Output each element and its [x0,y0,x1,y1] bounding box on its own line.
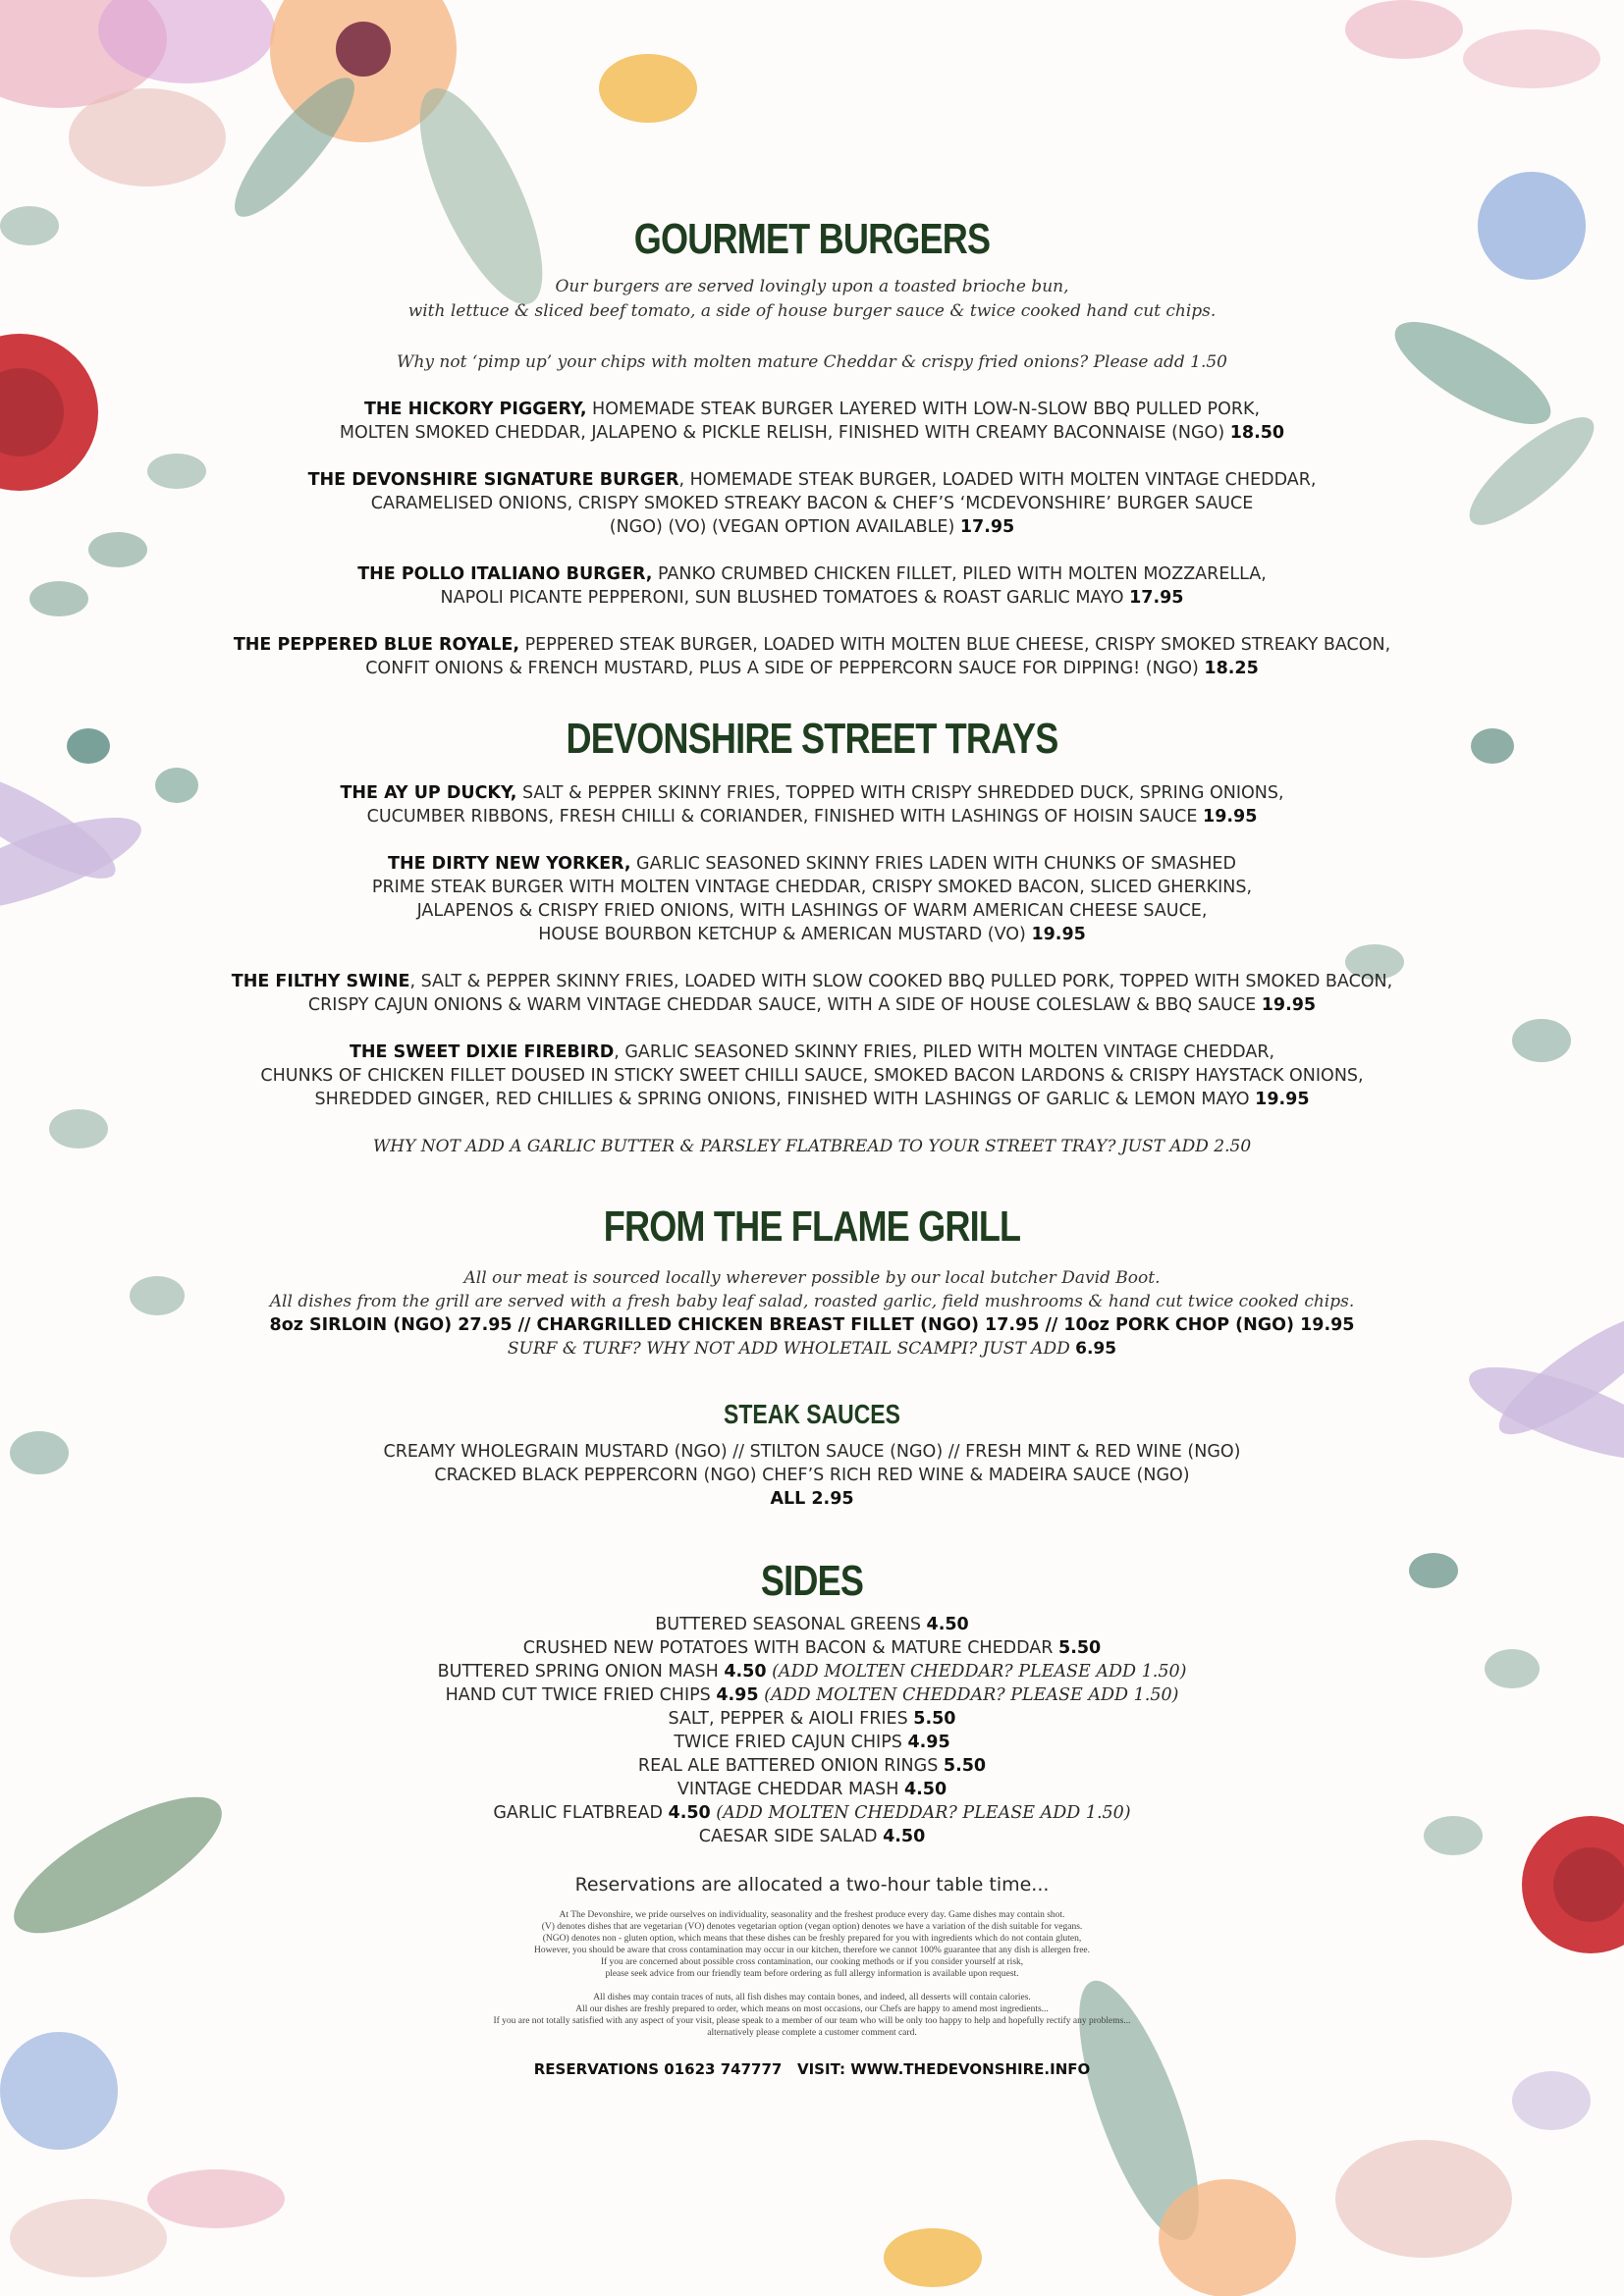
side-item: CRUSHED NEW POTATOES WITH BACON & MATURE CHEDDAR 5.50 [522,1638,1102,1659]
side-item: HAND CUT TWICE FRIED CHIPS 4.95 (ADD MOLTEN CHEDDAR? PLEASE ADD 1.50) [445,1685,1179,1706]
section-title-sauces: STEAK SAUCES [724,1399,900,1430]
fineprint-allergens: At The Devonshire, we pride ourselves on individuality, seasonality and the freshest produce every day. Game dishes may contain shot. (V) denotes dishes that are vegetarian (VO) denotes vegetarian option (vegan option) denotes we have a variation of the dish suitable for vegans. (NGO) denotes non - gluten option, which means that these dishes can be freshly prepared for you with ingredients which do not contain gluten, However, you should be aware that cross contamination may occur in our kitchen, therefore we cannot 100% guarantee that any dish is allergen free. If you are concerned about possible cross contamination, our cooking methods or if you consider yourself at risk, please seek advice from our friendly team before ordering as full allergy information is available upon request. [533,1910,1091,1980]
dish-price: 19.95 [1255,1089,1310,1109]
section-title-burgers: GOURMET BURGERS [633,215,991,263]
dish-ay-up-ducky: THE AY UP DUCKY, SALT & PEPPER SKINNY FRIES, TOPPED WITH CRISPY SHREDDED DUCK, SPRING ONIONS, CUCUMBER RIBBONS, FRESH CHILLI & CORIANDER, FINISHED WITH LASHINGS OF HOISIN SAUCE 19.95 [340,782,1284,827]
burgers-intro: Our burgers are served lovingly upon a toasted brioche bun, with lettuce & sliced beef tomato, a side of house burger sauce & twice cooked hand cut chips. [407,277,1217,322]
dish-price: 17.95 [1129,588,1184,609]
side-item: REAL ALE BATTERED ONION RINGS 5.50 [637,1756,987,1777]
surf-price: 6.95 [1075,1339,1117,1360]
fineprint-general: All dishes may contain traces of nuts, all fish dishes may contain bones, and indeed, all desserts will contain calories. All our dishes are freshly prepared to order, which means on most occasions, our Chefs are happy to amend most ingredients... If you are not totally satisfied with any aspect of your visit, please speak to a member of our team who will be only too happy to help and hopefully rectify any problems... alternatively please complete a customer comment card. [493,1993,1131,2039]
dish-price: 19.95 [1203,806,1258,827]
dish-price: 18.50 [1229,423,1285,444]
sauces-list: CREAMY WHOLEGRAIN MUSTARD (NGO) // STILTON SAUCE (NGO) // FRESH MINT & RED WINE (NGO) CRACKED BLACK PEPPERCORN (NGO) CHEF’S RICH RED WINE & MADEIRA SAUCE (NGO) ALL 2.95 [177,1440,1447,1511]
dish-pollo-italiano: THE POLLO ITALIANO BURGER, PANKO CRUMBED CHICKEN FILLET, PILED WITH MOLTEN MOZZARELLA, NAPOLI PICANTE PEPPERONI, SUN BLUSHED TOMATOES & ROAST GARLIC MAYO 17.95 [357,564,1267,609]
sides-list [177,1613,1447,1848]
burgers-upsell: Why not ‘pimp up’ your chips with molten mature Cheddar & crispy fried onions? Please add 1.50 [396,352,1228,373]
grill-surf-turf: SURF & TURF? WHY NOT ADD WHOLETAIL SCAMPI? JUST ADD 6.95 [507,1339,1117,1360]
grill-mains: 8oz SIRLOIN (NGO) 27.95 // CHARGRILLED CHICKEN BREAST FILLET (NGO) 17.95 // 10oz PORK CHOP (NGO) 19.95 [269,1315,1355,1336]
side-item: GARLIC FLATBREAD 4.50 (ADD MOLTEN CHEDDAR? PLEASE ADD 1.50) [493,1803,1131,1824]
flame-grill-section [177,1203,1447,1361]
dish-filthy-swine: THE FILTHY SWINE, SALT & PEPPER SKINNY FRIES, LOADED WITH SLOW COOKED BBQ PULLED PORK, TOPPED WITH SMOKED BACON, CRISPY CAJUN ONIONS & WARM VINTAGE CHEDDAR SAUCE, WITH A SIDE OF HOUSE COLESLAW & BBQ SAUCE 19.95 [231,971,1393,1015]
dish-price: 18.25 [1204,659,1259,679]
footer-contact: RESERVATIONS 01623 747777 VISIT: WWW.THEDEVONSHIRE.INFO [533,2060,1091,2079]
sauces-price: ALL 2.95 [770,1488,854,1509]
section-title-trays: DEVONSHIRE STREET TRAYS [566,715,1058,764]
dish-peppered-blue-royale: THE PEPPERED BLUE ROYALE, PEPPERED STEAK BURGER, LOADED WITH MOLTEN BLUE CHEESE, CRISPY SMOKED STREAKY BACON, CONFIT ONIONS & FRENCH MUSTARD, PLUS A SIDE OF PEPPERCORN SAUCE FOR DIPPING! (NGO) 18.25 [233,635,1391,679]
reservations-note: Reservations are allocated a two-hour table time... [574,1874,1050,1896]
grill-intro: All our meat is sourced locally wherever possible by our local butcher David Boot. All dishes from the grill are served with a fresh baby leaf salad, roasted garlic, field mushrooms & hand cut twice cooked chips. [269,1268,1355,1312]
menu-content [177,216,1447,2078]
sides-section [177,1558,1447,1848]
side-item: CAESAR SIDE SALAD 4.50 [698,1827,926,1847]
trays-addon: WHY NOT ADD A GARLIC BUTTER & PARSLEY FLATBREAD TO YOUR STREET TRAY? JUST ADD 2.50 [372,1136,1252,1156]
side-item: BUTTERED SEASONAL GREENS 4.50 [655,1615,969,1635]
dish-price: 19.95 [1031,924,1086,944]
section-title-grill: FROM THE FLAME GRILL [603,1201,1021,1251]
street-trays-section [177,716,1447,1157]
section-title-sides: SIDES [760,1556,864,1605]
side-item: VINTAGE CHEDDAR MASH 4.50 [677,1780,947,1800]
dish-price: 17.95 [959,517,1015,538]
side-item: BUTTERED SPRING ONION MASH 4.50 (ADD MOLTEN CHEDDAR? PLEASE ADD 1.50) [437,1662,1187,1682]
dish-hickory-piggery: THE HICKORY PIGGERY, HOMEMADE STEAK BURGER LAYERED WITH LOW-N-SLOW BBQ PULLED PORK, MOLTEN SMOKED CHEDDAR, JALAPENO & PICKLE RELISH, FINISHED WITH CREAMY BACONNAISE (NGO) 18.50 [339,400,1285,444]
side-item: TWICE FRIED CAJUN CHIPS 4.95 [674,1733,950,1753]
steak-sauces-section [177,1400,1447,1511]
dish-devonshire-signature: THE DEVONSHIRE SIGNATURE BURGER, HOMEMADE STEAK BURGER, LOADED WITH MOLTEN VINTAGE CHEDDAR, CARAMELISED ONIONS, CRISPY SMOKED STREAKY BACON & CHEF’S ‘MCDEVONSHIRE’ BURGER SAUCE (NGO) (VO) (VEGAN OPTION AVAILABLE) 17.95 [307,470,1317,538]
dish-sweet-dixie-firebird: THE SWEET DIXIE FIREBIRD, GARLIC SEASONED SKINNY FRIES, PILED WITH MOLTEN VINTAGE CHEDDAR, CHUNKS OF CHICKEN FILLET DOUSED IN STICKY SWEET CHILLI SAUCE, SMOKED BACON LARDONS & CRISPY HAYSTACK ONIONS, SHREDDED GINGER, RED CHILLIES & SPRING ONIONS, FINISHED WITH LASHINGS OF GARLIC & LEMON MAYO 19.95 [260,1041,1364,1109]
gourmet-burgers-section [177,216,1447,680]
side-item: SALT, PEPPER & AIOLI FRIES 5.50 [668,1709,956,1730]
dish-dirty-new-yorker: THE DIRTY NEW YORKER, GARLIC SEASONED SKINNY FRIES LADEN WITH CHUNKS OF SMASHED PRIME STEAK BURGER WITH MOLTEN VINTAGE CHEDDAR, CRISPY SMOKED BACON, SLICED GHERKINS, JALAPENOS & CRISPY FRIED ONIONS, WITH LASHINGS OF WARM AMERICAN CHEESE SAUCE, HOUSE BOURBON KETCHUP & AMERICAN MUSTARD (VO) 19.95 [371,853,1253,944]
dish-price: 19.95 [1261,994,1317,1015]
